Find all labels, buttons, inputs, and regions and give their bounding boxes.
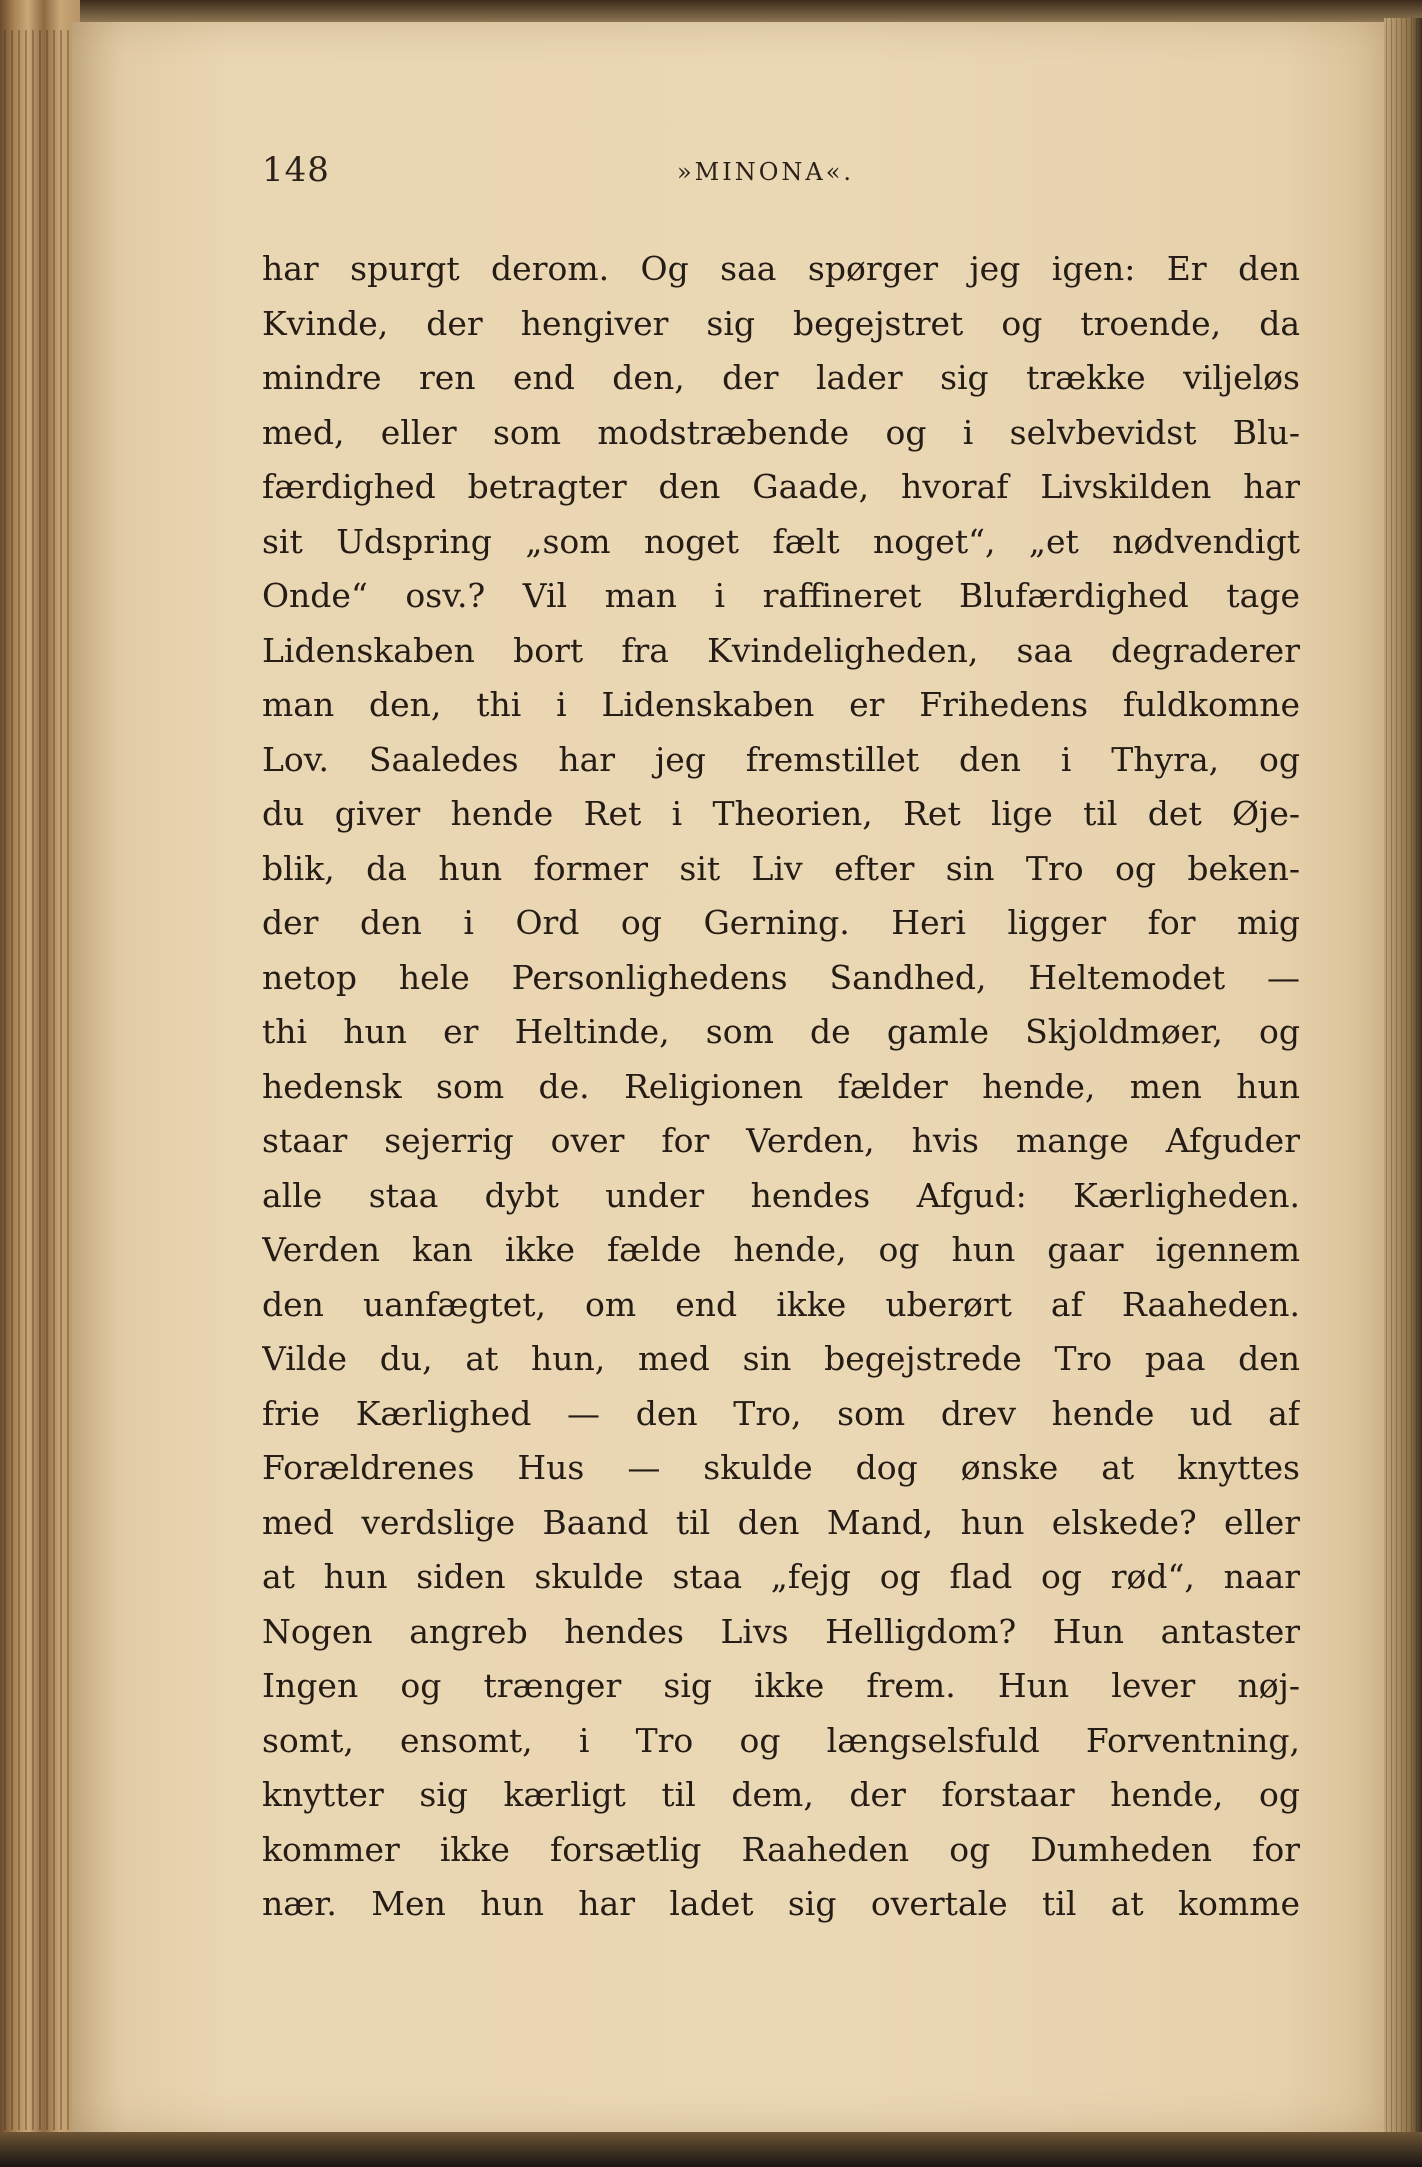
page-edges-left (4, 30, 74, 2130)
text-line: netop hele Personlighedens Sandhed, Heltemodet — (262, 957, 1300, 997)
text-line: Forældrenes Hus — skulde dog ønske at knyttes (262, 1448, 1300, 1487)
text-line: frie Kærlighed — den Tro, som drev hende ud af (262, 1393, 1300, 1433)
text-line: Nogen angreb hendes Livs Helligdom? Hun antaster (262, 1611, 1300, 1651)
page-number: 148 (262, 150, 330, 190)
running-title: »MINONA«. (677, 158, 855, 186)
text-line: Kvinde, der hengiver sig begejstret og troende, da (262, 303, 1300, 343)
text-line: staar sejerrig over for Verden, hvis mange Afguder (262, 1121, 1300, 1160)
text-line: alle staa dybt under hendes Afgud: Kærligheden. (262, 1175, 1300, 1215)
text-line: Vilde du, at hun, med sin begejstrede Tro paa den (262, 1339, 1300, 1378)
book-top-edge (60, 0, 1422, 22)
book-bottom-edge (0, 2132, 1422, 2167)
text-line: Verden kan ikke fælde hende, og hun gaar igennem (262, 1230, 1300, 1269)
text-line: den uanfægtet, om end ikke uberørt af Raaheden. (262, 1284, 1300, 1324)
text-line: sit Udspring „som noget fælt noget“, „et nødvendigt (262, 521, 1300, 561)
text-line: somt, ensomt, i Tro og længselsfuld Forventning, (262, 1720, 1300, 1760)
text-line: hedensk som de. Religionen fælder hende, men hun (262, 1066, 1300, 1106)
page-edges-right (1386, 18, 1420, 2138)
text-line: kommer ikke forsætlig Raaheden og Dumheden for (262, 1829, 1300, 1869)
text-line: med, eller som modstræbende og i selvbevidst Blu- (262, 412, 1300, 452)
text-line: blik, da hun former sit Liv efter sin Tro og beken- (262, 848, 1300, 888)
body-text (262, 242, 1300, 1932)
text-line: man den, thi i Lidenskaben er Frihedens fuldkomne (262, 685, 1300, 724)
page-header (262, 150, 1302, 200)
text-line: at hun siden skulde staa „fejg og flad og rød“, naar (262, 1557, 1300, 1596)
text-line: mindre ren end den, der lader sig trække viljeløs (262, 358, 1300, 397)
text-line: Onde“ osv.? Vil man i raffineret Blufærdighed tage (262, 576, 1300, 615)
text-line: Lov. Saaledes har jeg fremstillet den i Thyra, og (262, 739, 1300, 779)
text-line: nær. Men hun har ladet sig overtale til at komme (262, 1884, 1300, 1923)
text-line: du giver hende Ret i Theorien, Ret lige til det Øje- (262, 794, 1300, 833)
text-line: har spurgt derom. Og saa spørger jeg igen: Er den (262, 249, 1300, 288)
text-line: der den i Ord og Gerning. Heri ligger for mig (262, 903, 1300, 942)
text-line: færdighed betragter den Gaade, hvoraf Livskilden har (262, 467, 1300, 506)
text-line: thi hun er Heltinde, som de gamle Skjoldmøer, og (262, 1012, 1300, 1051)
text-line: Ingen og trænger sig ikke frem. Hun lever nøj- (262, 1666, 1300, 1705)
text-line: med verdslige Baand til den Mand, hun elskede? eller (262, 1502, 1300, 1542)
text-line: knytter sig kærligt til dem, der forstaar hende, og (262, 1775, 1300, 1814)
text-line: Lidenskaben bort fra Kvindeligheden, saa degraderer (262, 630, 1300, 670)
